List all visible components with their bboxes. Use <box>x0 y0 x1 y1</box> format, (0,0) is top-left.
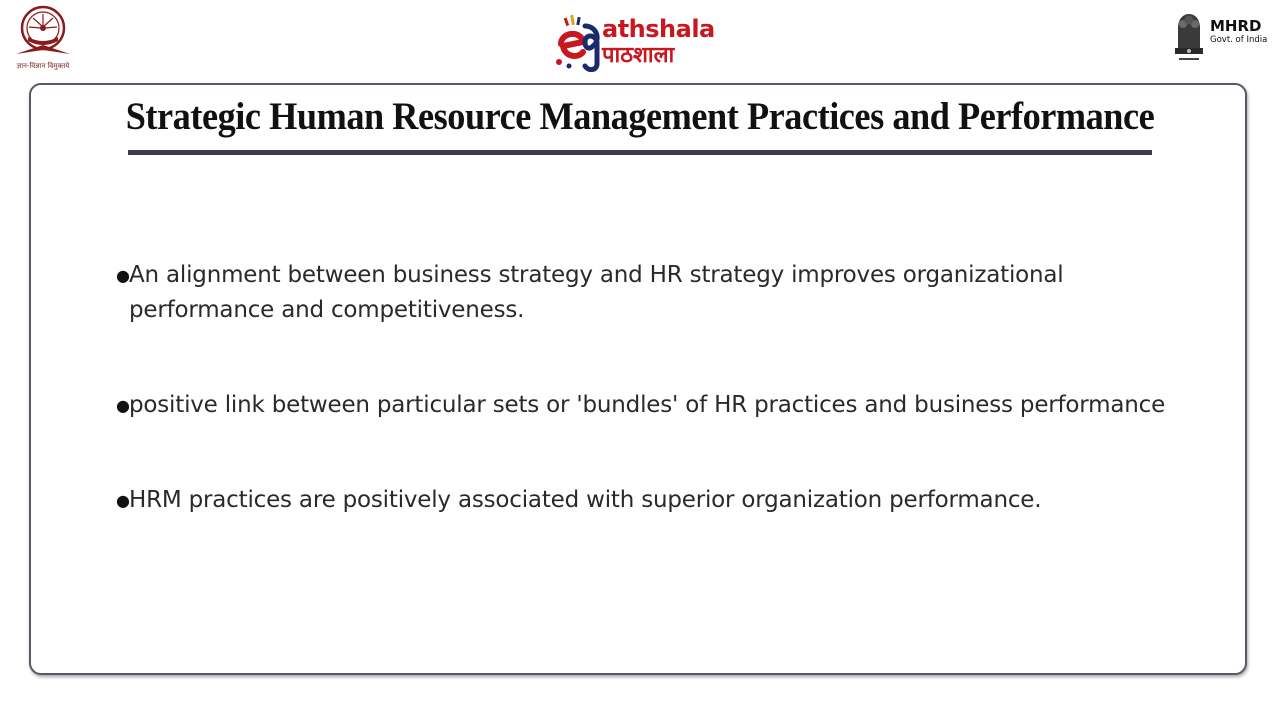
bullet-dot-icon: ● <box>116 491 130 510</box>
ugc-seal-icon <box>10 4 76 62</box>
slide-title: Strategic Human Resource Management Practices and Performance <box>125 95 1155 138</box>
bullet-dot-icon: ● <box>116 266 130 285</box>
mhrd-subtitle: Govt. of India <box>1210 35 1268 45</box>
epathshala-e-icon <box>545 14 605 72</box>
mhrd-logo <box>1170 8 1270 72</box>
bullet-item <box>116 483 1176 518</box>
bullet-text: positive link between particular sets or 'bundles' of HR practices and business performance <box>129 392 1166 418</box>
mhrd-title: MHRD <box>1210 17 1262 35</box>
epathshala-logo <box>545 10 735 72</box>
bullet-item <box>116 388 1176 423</box>
bullet-text: HRM practices are positively associated with superior organization performance. <box>129 487 1042 513</box>
epathshala-wordmark-hindi: पाठशाला <box>602 43 675 68</box>
title-underline <box>128 150 1152 155</box>
national-emblem-icon <box>1170 8 1208 66</box>
epathshala-wordmark: athshala <box>602 15 715 43</box>
bullet-text: An alignment between business strategy and HR strategy improves organizational performance and competitiveness. <box>129 262 1064 323</box>
bullet-item <box>116 258 1176 328</box>
bullet-list <box>116 258 1176 518</box>
ugc-logo <box>10 4 76 76</box>
ugc-motto: ज्ञान-विज्ञान विमुक्तये <box>16 62 70 70</box>
bullet-dot-icon: ● <box>116 396 130 415</box>
